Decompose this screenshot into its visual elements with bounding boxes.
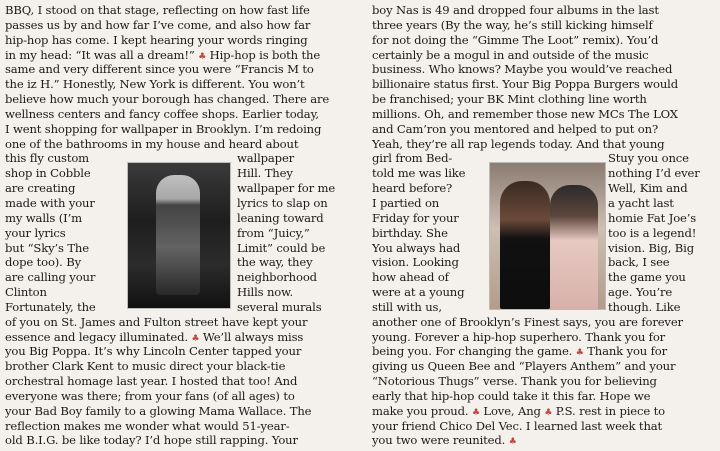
- text-line: [372, 404, 717, 419]
- text-segment: are creating: [5, 181, 76, 196]
- text-line: [5, 389, 355, 404]
- text-segment: shop in Cobble: [5, 166, 91, 181]
- text-segment: of you on St. James and Fulton street have kept your: [5, 314, 308, 329]
- text-line: [372, 33, 717, 48]
- text-segment: dope too). By: [5, 255, 82, 270]
- text-line: [372, 374, 717, 389]
- text-segment: Clinton: [5, 285, 47, 300]
- text-segment: wallpaper: [237, 151, 295, 166]
- text-line: [372, 48, 717, 63]
- section-glyph: ♣: [544, 407, 553, 418]
- text-segment: and Cam’ron you mentored and helped to put on?: [372, 121, 659, 136]
- text-line: [5, 122, 355, 137]
- text-segment: are calling your: [5, 270, 96, 285]
- text-segment: old B.I.G. be like today? I’d hope still rapping. Your: [5, 433, 298, 448]
- text-segment: you Big Poppa. It’s why Lincoln Center tapped your: [5, 344, 302, 359]
- text-segment: Limit” could be: [237, 240, 326, 255]
- text-line: [372, 62, 717, 77]
- text-segment: leaning toward: [237, 210, 324, 225]
- text-segment: We’ll always miss: [199, 329, 304, 344]
- text-segment: from “Juicy,”: [237, 225, 310, 240]
- text-segment: several murals: [237, 299, 322, 314]
- text-segment: same and very different since you were “Francis M to: [5, 62, 314, 77]
- text-segment: vision. Looking: [372, 255, 459, 270]
- text-segment: BBQ, I stood on that stage, reflecting on how fast life: [5, 3, 310, 17]
- text-segment: were at a young: [372, 285, 465, 300]
- text-segment: Hip-hop is both the: [206, 47, 321, 62]
- text-segment: for not doing the “Gimme The Loot” remix). You’d: [372, 32, 659, 47]
- text-line: [372, 359, 717, 374]
- text-line: [5, 18, 355, 33]
- text-line: [5, 92, 355, 107]
- text-line: [5, 107, 355, 122]
- text-line: [372, 330, 717, 345]
- performer-silhouette: [156, 175, 200, 295]
- woman-right: [550, 185, 598, 309]
- text-line: [372, 344, 717, 359]
- text-segment: your lyrics: [5, 225, 66, 240]
- text-segment: Yeah, they’re all rap legends today. And that young: [372, 136, 665, 151]
- text-segment: three years (By the way, he’s still kicking himself: [372, 17, 653, 32]
- text-segment: I went shopping for wallpaper in Brooklyn. I’m redoing: [5, 121, 322, 136]
- text-segment: homie Fat Joe’s: [608, 210, 697, 225]
- text-segment: billionaire status first. Your Big Poppa Burgers would: [372, 77, 679, 92]
- text-segment: You always had: [372, 240, 461, 255]
- woman-left: [500, 181, 550, 309]
- text-segment: reflection makes me wonder what would 51-year-: [5, 418, 290, 433]
- text-line: [5, 48, 355, 63]
- text-segment: too is a legend!: [608, 225, 697, 240]
- text-segment: passes us by and how far I’ve come, and also how far: [5, 17, 311, 32]
- two-women-photo: [489, 162, 606, 310]
- text-line: [5, 404, 355, 419]
- text-line: [372, 137, 717, 152]
- text-segment: giving us Queen Bee and “Players Anthem” and your: [372, 359, 676, 374]
- text-segment: another one of Brooklyn’s Finest says, you are forever: [372, 314, 683, 329]
- text-segment: believe how much your borough has changed. There are: [5, 92, 330, 107]
- section-glyph: ♣: [191, 333, 200, 344]
- text-segment: made with your: [5, 195, 95, 210]
- text-segment: my walls (I’m: [5, 210, 82, 225]
- text-segment: your Bad Boy family to a glowing Mama Wallace. The: [5, 403, 312, 418]
- text-segment: Stuy you once: [608, 151, 689, 166]
- text-line: [372, 18, 717, 33]
- text-segment: neighborhood: [237, 270, 317, 285]
- text-line: [372, 419, 717, 434]
- text-segment: Love, Ang: [479, 403, 545, 418]
- text-segment: Hill. They: [237, 166, 293, 181]
- text-segment: the iz H.” Honestly, New York is different. You won’t: [5, 77, 305, 92]
- text-segment: Well, Kim and: [608, 181, 688, 196]
- text-segment: told me was like: [372, 166, 466, 181]
- text-segment: still with us,: [372, 299, 442, 314]
- text-line: [5, 374, 355, 389]
- text-line: [372, 107, 717, 122]
- text-segment: Fortunately, the: [5, 299, 96, 314]
- text-line: [372, 77, 717, 92]
- text-segment: brother Clark Kent to music direct your black-tie: [5, 359, 286, 374]
- text-segment: in my head: “It was all a dream!”: [5, 47, 199, 62]
- text-segment: “Notorious Thugs” verse. Thank you for believing: [372, 374, 657, 389]
- text-segment: though. Like: [608, 299, 681, 314]
- text-line: [5, 77, 355, 92]
- text-line: [5, 137, 355, 152]
- text-line: [5, 62, 355, 77]
- text-segment: essence and legacy illuminated.: [5, 329, 192, 344]
- text-line: [5, 330, 355, 345]
- text-segment: Hills now.: [237, 285, 294, 300]
- text-segment: boy Nas is 49 and dropped four albums in the last: [372, 3, 659, 17]
- text-segment: one of the bathrooms in my house and heard about: [5, 136, 299, 151]
- text-segment: you two were reunited.: [372, 433, 509, 448]
- text-segment: millions. Oh, and remember those new MCs The LOX: [372, 106, 678, 121]
- text-line: [372, 92, 717, 107]
- text-line: [5, 3, 355, 18]
- text-segment: orchestral homage last year. I hosted that too! And: [5, 374, 298, 389]
- text-line: [372, 315, 717, 330]
- text-segment: but “Sky’s The: [5, 240, 89, 255]
- text-line: [372, 3, 717, 18]
- text-segment: lyrics to slap on: [237, 195, 328, 210]
- text-segment: P.S. rest in piece to: [552, 403, 665, 418]
- text-segment: vision. Big, Big: [608, 240, 695, 255]
- text-segment: young. Forever a hip-hop superhero. Thank you for: [372, 329, 666, 344]
- text-segment: birthday. She: [372, 225, 448, 240]
- section-glyph: ♣: [198, 51, 207, 62]
- text-line: [5, 419, 355, 434]
- text-line: [5, 344, 355, 359]
- section-glyph: ♣: [575, 348, 584, 359]
- text-segment: back, I see: [608, 255, 670, 270]
- text-segment: business. Who knows? Maybe you would’ve reached: [372, 62, 673, 77]
- text-line: [372, 122, 717, 137]
- biggie-photo: [127, 162, 231, 309]
- text-line: [5, 33, 355, 48]
- text-segment: heard before?: [372, 181, 453, 196]
- text-line: [372, 433, 717, 448]
- text-segment: I partied on: [372, 195, 440, 210]
- text-segment: early that hip-hop could take it this far. Hope we: [372, 388, 651, 403]
- text-line: [372, 389, 717, 404]
- text-segment: hip-hop has come. I kept hearing your words ringing: [5, 32, 308, 47]
- section-glyph: ♣: [508, 437, 517, 448]
- text-segment: girl from Bed-: [372, 151, 453, 166]
- text-line: [5, 315, 355, 330]
- text-segment: Friday for your: [372, 210, 459, 225]
- text-segment: everyone was there; from your fans (of all ages) to: [5, 388, 295, 403]
- text-segment: certainly be a mogul in and outside of the music: [372, 47, 649, 62]
- text-segment: Thank you for: [583, 344, 668, 359]
- text-segment: nothing I’d ever: [608, 166, 700, 181]
- text-segment: make you proud.: [372, 403, 472, 418]
- text-segment: the way, they: [237, 255, 313, 270]
- text-segment: how ahead of: [372, 270, 449, 285]
- text-segment: a yacht last: [608, 195, 674, 210]
- text-segment: being you. For changing the game.: [372, 344, 576, 359]
- text-segment: your friend Chico Del Vec. I learned last week that: [372, 418, 663, 433]
- text-segment: the game you: [608, 270, 686, 285]
- text-segment: wellness centers and fancy coffee shops. Earlier today,: [5, 106, 319, 121]
- section-glyph: ♣: [471, 407, 480, 418]
- text-segment: wallpaper for me: [237, 181, 336, 196]
- text-segment: this fly custom: [5, 151, 89, 166]
- text-line: [5, 433, 355, 448]
- text-segment: be franchised; your BK Mint clothing line worth: [372, 92, 647, 107]
- text-line: [5, 359, 355, 374]
- text-segment: age. You’re: [608, 285, 673, 300]
